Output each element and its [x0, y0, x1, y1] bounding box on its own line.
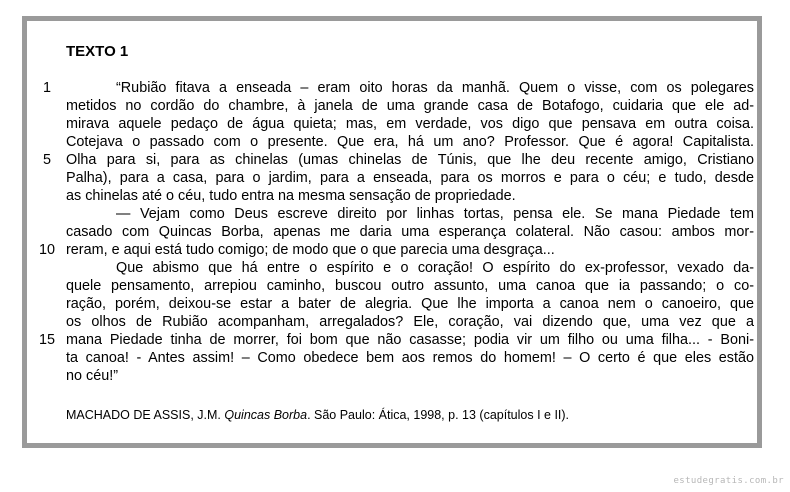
citation-author: MACHADO DE ASSIS, J.M. [66, 408, 225, 422]
text-line-17: no céu!” [66, 368, 118, 384]
text-line-14: os olhos de Rubião acompanham, arregalados? Ele, coração, vai dizendo que, uma vez que a [66, 314, 754, 330]
line-number-10: 10 [38, 242, 55, 258]
text-frame [22, 16, 762, 448]
text-line-12: quele pensamento, arrepiou caminho, buscou outro assunto, uma canoa que ia passando; o co- [66, 278, 754, 294]
text-line-13: ração, porém, deixou-se estar a bater de alegria. Que lhe importa a canoa nem o canoeiro, que [66, 296, 754, 312]
line-number-1: 1 [42, 80, 51, 96]
text-line-1: “Rubião fitava a enseada – eram oito horas da manhã. Quem o visse, com os polegares [116, 80, 754, 96]
text-line-7: as chinelas até o céu, tudo entra na mesma sensação de propriedade. [66, 188, 516, 204]
line-number-5: 5 [42, 152, 51, 168]
text-line-2: metidos no cordão do chambre, à janela de uma grande casa de Botafogo, cuidaria que ele ad- [66, 98, 754, 114]
citation [66, 408, 569, 422]
text-line-5: Olha para si, para as chinelas (umas chinelas de Túnis, que lhe deu recente amigo, Cristiano [66, 152, 754, 168]
line-number-15: 15 [38, 332, 55, 348]
text-line-10: reram, e aqui está tudo comigo; de modo que o que parecia uma desgraça... [66, 242, 555, 258]
text-line-11: Que abismo que há entre o espírito e o coração! O espírito do ex-professor, vexado da- [116, 260, 754, 276]
citation-publication: . São Paulo: Ática, 1998, p. 13 (capítulos I e II). [307, 408, 570, 422]
text-line-4: Cotejava o passado com o presente. Que era, há um ano? Professor. Que é agora! Capitalista. [66, 134, 754, 150]
citation-book-title: Quincas Borba [224, 408, 308, 422]
text-line-16: ta canoa! - Antes assim! – Como obedece bem aos remos do homem! – O certo é que eles estão [66, 350, 754, 366]
text-line-6: Palha), para a casa, para o jardim, para a enseada, para os morros e para o céu; e tudo, desde [66, 170, 754, 186]
text-title: TEXTO 1 [66, 43, 129, 60]
text-line-15: mana Piedade tinha de morrer, foi bom que não casasse; podia vir um filho ou uma filha... - Boni- [66, 332, 754, 348]
watermark: estudegratis.com.br [673, 476, 784, 486]
text-line-3: mirava aquele pedaço de água quieta; mas, em verdade, vos digo que pensava em outra coisa. [66, 116, 754, 132]
text-line-8: — Vejam como Deus escreve direito por linhas tortas, pensa ele. Se mana Piedade tem [116, 206, 754, 222]
text-line-9: casado com Quincas Borba, apenas me daria uma esperança colateral. Não casou: ambos mor- [66, 224, 754, 240]
